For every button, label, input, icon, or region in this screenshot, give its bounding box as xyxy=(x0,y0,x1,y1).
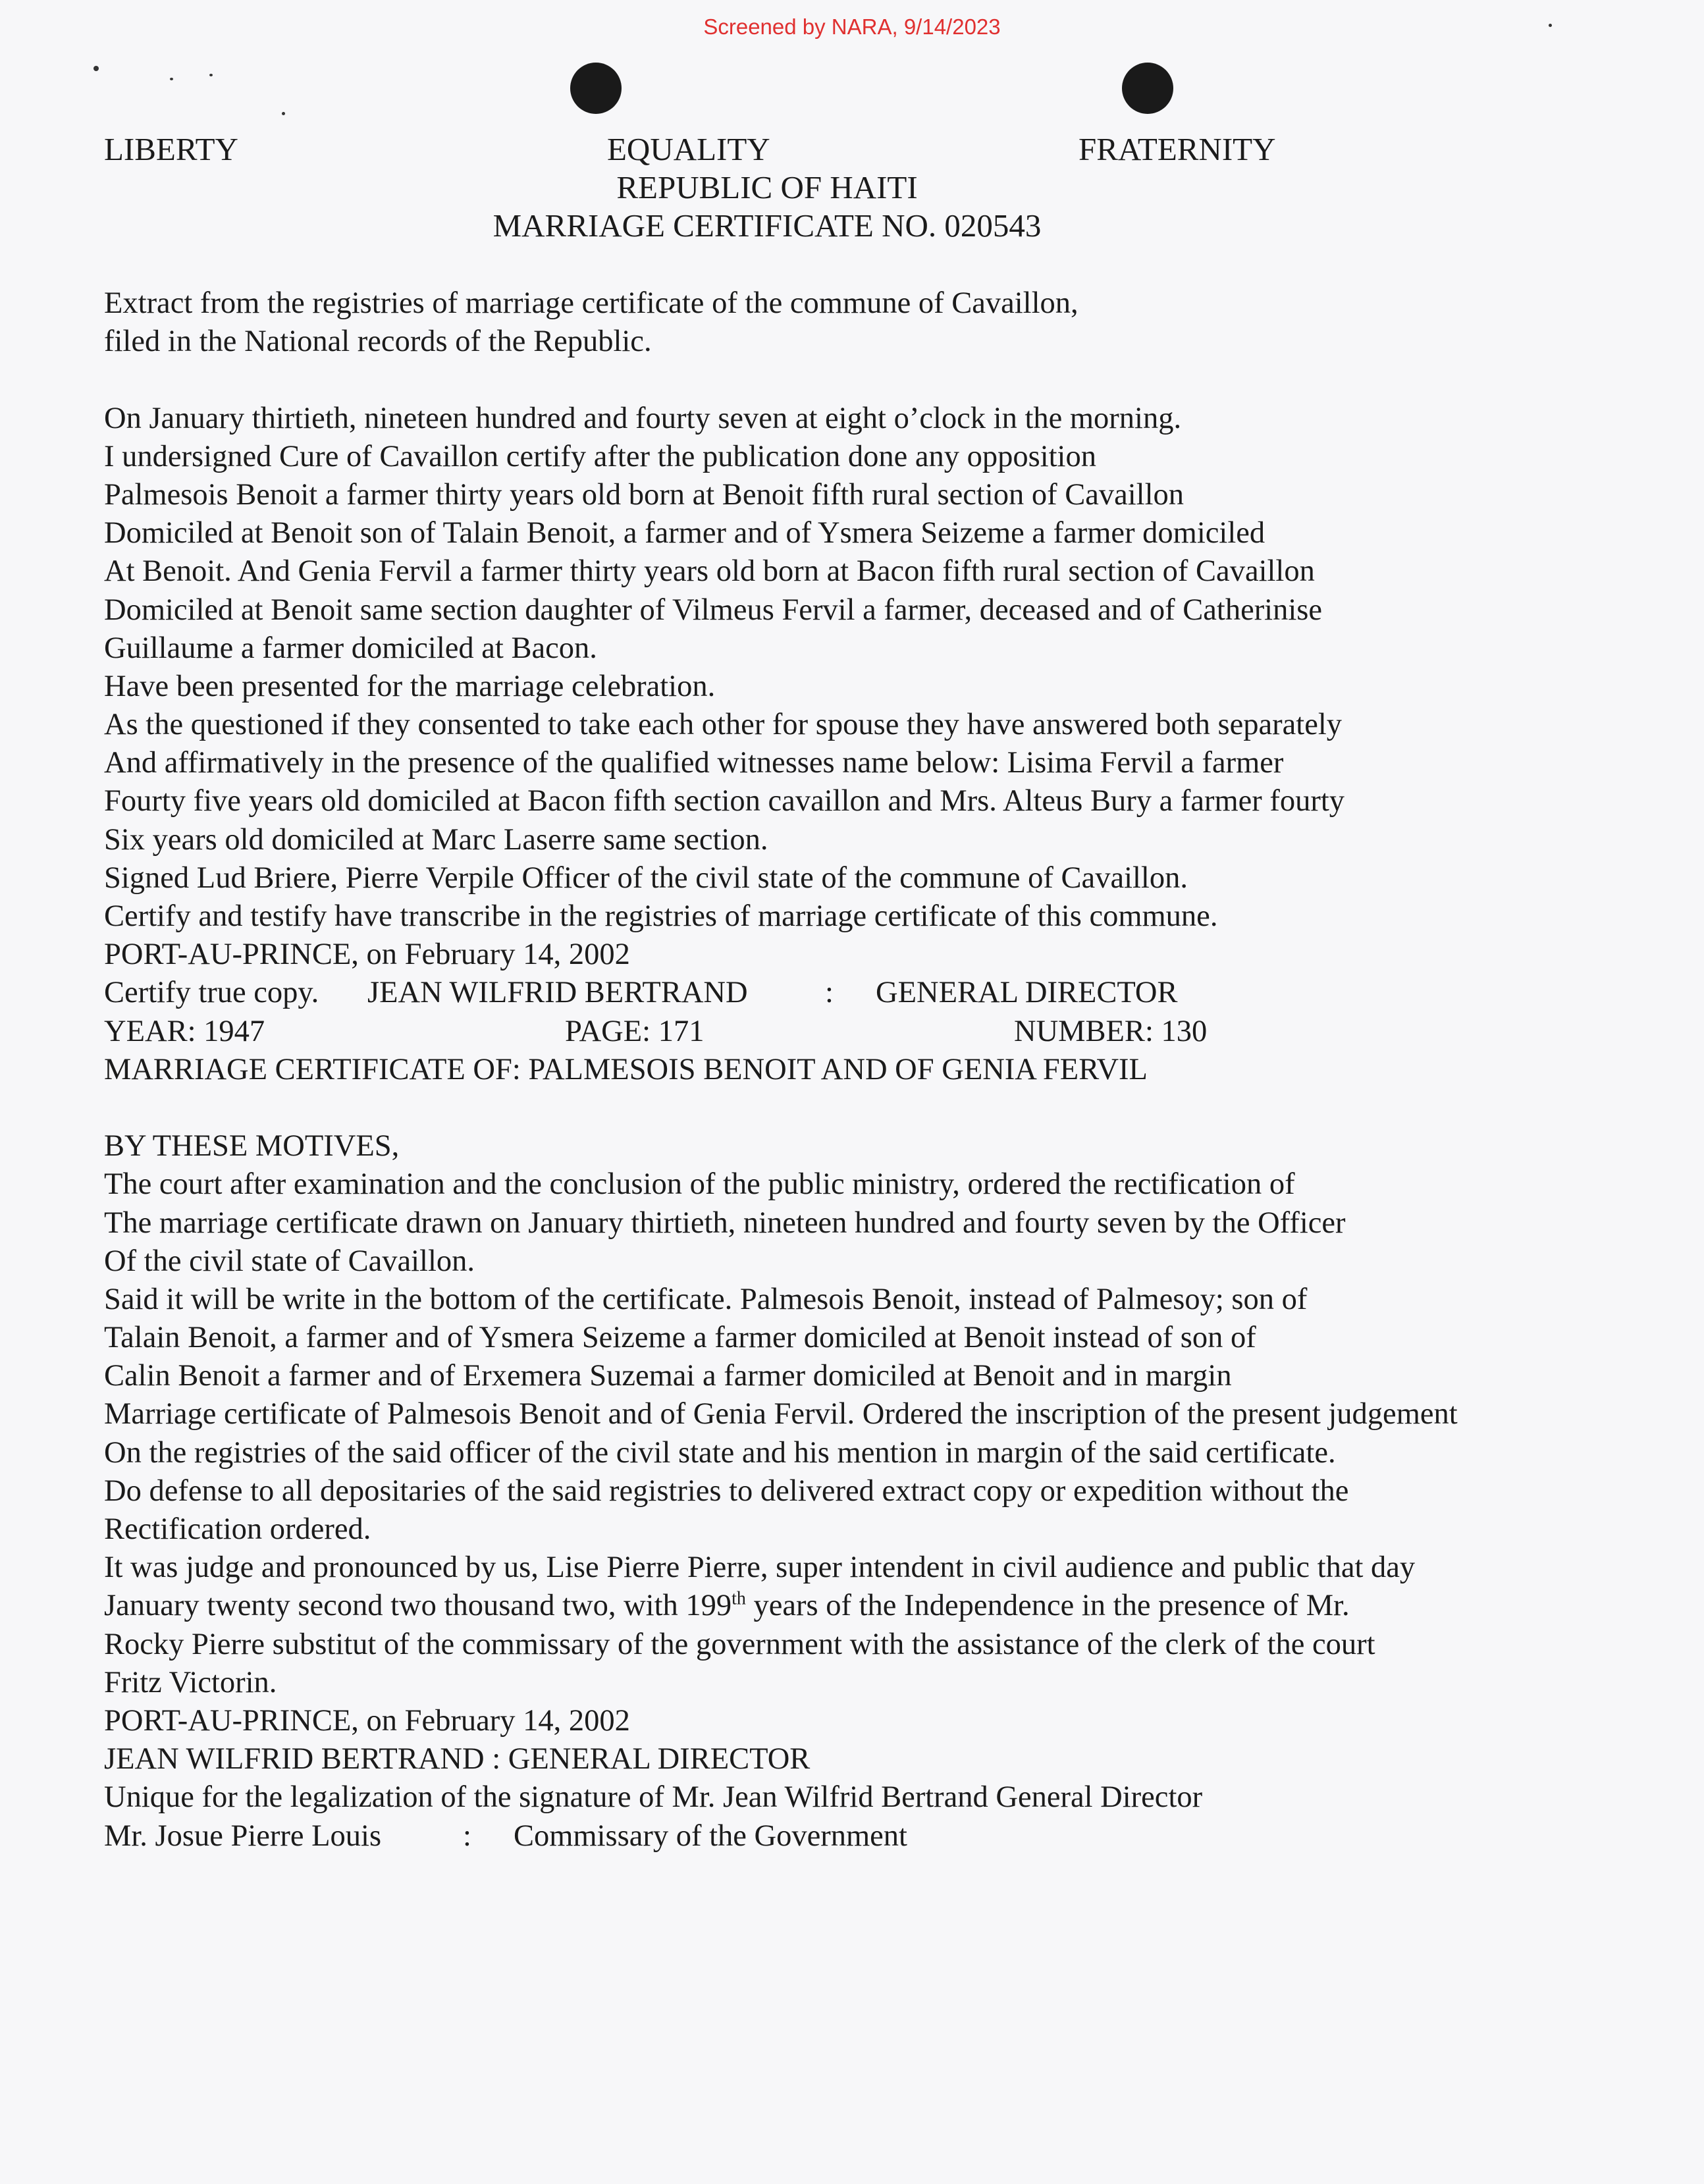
motives-line: The court after examination and the conclusion of the public ministry, ordered the rectification of xyxy=(104,1167,1295,1202)
record-line: And affirmatively in the presence of the qualified witnesses name below: Lisima Fervil a farmer xyxy=(104,746,1284,780)
punch-hole-left xyxy=(570,63,622,114)
judgement-text-before: January twenty second two thousand two, with 199 xyxy=(104,1589,732,1623)
registry-page: PAGE: 171 xyxy=(565,1014,705,1048)
motto-equality: EQUALITY xyxy=(607,131,770,167)
motives-line: Talain Benoit, a farmer and of Ysmera Seizeme a farmer domiciled at Benoit instead of son of xyxy=(104,1321,1256,1355)
scan-speck xyxy=(1549,24,1552,27)
record-line: Guillaume a farmer domiciled at Bacon. xyxy=(104,631,597,665)
judgement-date-line xyxy=(104,1587,1684,1625)
motives-line: It was judge and pronounced by us, Lise Pierre Pierre, super intendent in civil audience and public that day xyxy=(104,1551,1416,1585)
registry-number: NUMBER: 130 xyxy=(1014,1014,1208,1048)
registry-line xyxy=(104,1013,1684,1051)
motives-line: Do defense to all depositaries of the said registries to delivered extract copy or expedition without the xyxy=(104,1474,1349,1508)
punch-hole-right xyxy=(1122,63,1173,114)
certificate-of-line: MARRIAGE CERTIFICATE OF: PALMESOIS BENOIT AND OF GENIA FERVIL xyxy=(104,1052,1148,1086)
republic-heading: REPUBLIC OF HAITI xyxy=(616,169,918,205)
motives-line: On the registries of the said officer of the civil state and his mention in margin of the said certificate. xyxy=(104,1435,1336,1470)
certify-label: Certify true copy. xyxy=(104,976,319,1010)
record-line: PORT-AU-PRINCE, on February 14, 2002 xyxy=(104,938,630,972)
record-line: Certify and testify have transcribe in the registries of marriage certificate of this commune. xyxy=(104,899,1218,933)
scan-speck xyxy=(282,112,285,115)
record-line: As the questioned if they consented to take each other for spouse they have answered both separately xyxy=(104,708,1343,742)
motives-line: Marriage certificate of Palmesois Benoit and of Genia Fervil. Ordered the inscription of the present judgement xyxy=(104,1397,1458,1431)
commissary-name: Mr. Josue Pierre Louis xyxy=(104,1819,382,1853)
motto-fraternity: FRATERNITY xyxy=(1078,131,1276,167)
scan-speck xyxy=(209,74,213,76)
motives-line: BY THESE MOTIVES, xyxy=(104,1129,400,1163)
closing-line: JEAN WILFRID BERTRAND : GENERAL DIRECTOR xyxy=(104,1742,811,1776)
certify-separator: : xyxy=(825,976,834,1010)
motives-line: Calin Benoit a farmer and of Erxemera Suzemai a farmer domiciled at Benoit and in margin xyxy=(104,1359,1232,1393)
commissary-separator: : xyxy=(463,1819,471,1853)
motives-line: Of the civil state of Cavaillon. xyxy=(104,1244,475,1278)
record-line: Have been presented for the marriage celebration. xyxy=(104,669,716,703)
scan-speck xyxy=(170,78,173,80)
record-line: Six years old domiciled at Marc Laserre same section. xyxy=(104,822,768,857)
record-line: Palmesois Benoit a farmer thirty years old born at Benoit fifth rural section of Cavaillon xyxy=(104,477,1185,512)
commissary-line xyxy=(104,1817,1684,1855)
extract-line: Extract from the registries of marriage certificate of the commune of Cavaillon, xyxy=(104,286,1078,320)
record-line: Signed Lud Briere, Pierre Verpile Officer of the civil state of the commune of Cavaillon. xyxy=(104,861,1188,895)
commissary-title: Commissary of the Government xyxy=(514,1819,907,1853)
closing-line: PORT-AU-PRINCE, on February 14, 2002 xyxy=(104,1703,630,1738)
record-line: I undersigned Cure of Cavaillon certify after the publication done any opposition xyxy=(104,439,1096,473)
record-line: At Benoit. And Genia Fervil a farmer thirty years old born at Bacon fifth rural section of Cavaillon xyxy=(104,554,1315,589)
certify-name: JEAN WILFRID BERTRAND xyxy=(367,976,748,1010)
motto-liberty: LIBERTY xyxy=(104,131,238,167)
nara-screening-stamp: Screened by NARA, 9/14/2023 xyxy=(703,14,1001,39)
scan-speck xyxy=(93,66,99,71)
closing-line: Unique for the legalization of the signature of Mr. Jean Wilfrid Bertrand General Director xyxy=(104,1780,1203,1815)
record-line: Domiciled at Benoit same section daughter of Vilmeus Fervil a farmer, deceased and of Catherinise xyxy=(104,593,1323,627)
judgement-text-after: years of the Independence in the presence of Mr. xyxy=(745,1589,1350,1623)
motives-line: Said it will be write in the bottom of the certificate. Palmesois Benoit, instead of Palmesoy; son of xyxy=(104,1282,1308,1316)
certify-title: GENERAL DIRECTOR xyxy=(876,976,1178,1010)
motives-line: Rectification ordered. xyxy=(104,1512,371,1546)
closing-line: Rocky Pierre substitut of the commissary of the government with the assistance of the clerk of the court xyxy=(104,1627,1375,1661)
record-line: On January thirtieth, nineteen hundred and fourty seven at eight o’clock in the morning. xyxy=(104,401,1182,435)
certificate-title: MARRIAGE CERTIFICATE NO. 020543 xyxy=(493,207,1042,244)
certify-true-copy-line xyxy=(104,974,1684,1012)
extract-line: filed in the National records of the Republic. xyxy=(104,325,652,359)
record-line: Fourty five years old domiciled at Bacon fifth section cavaillon and Mrs. Alteus Bury a farmer fourty xyxy=(104,784,1345,818)
registry-year: YEAR: 1947 xyxy=(104,1014,265,1048)
closing-line: Fritz Victorin. xyxy=(104,1665,277,1699)
ordinal-suffix: th xyxy=(732,1588,746,1609)
motives-line: The marriage certificate drawn on January thirtieth, nineteen hundred and fourty seven by the Officer xyxy=(104,1206,1346,1240)
certificate-body xyxy=(104,284,1684,1855)
record-line: Domiciled at Benoit son of Talain Benoit, a farmer and of Ysmera Seizeme a farmer domiciled xyxy=(104,516,1265,550)
